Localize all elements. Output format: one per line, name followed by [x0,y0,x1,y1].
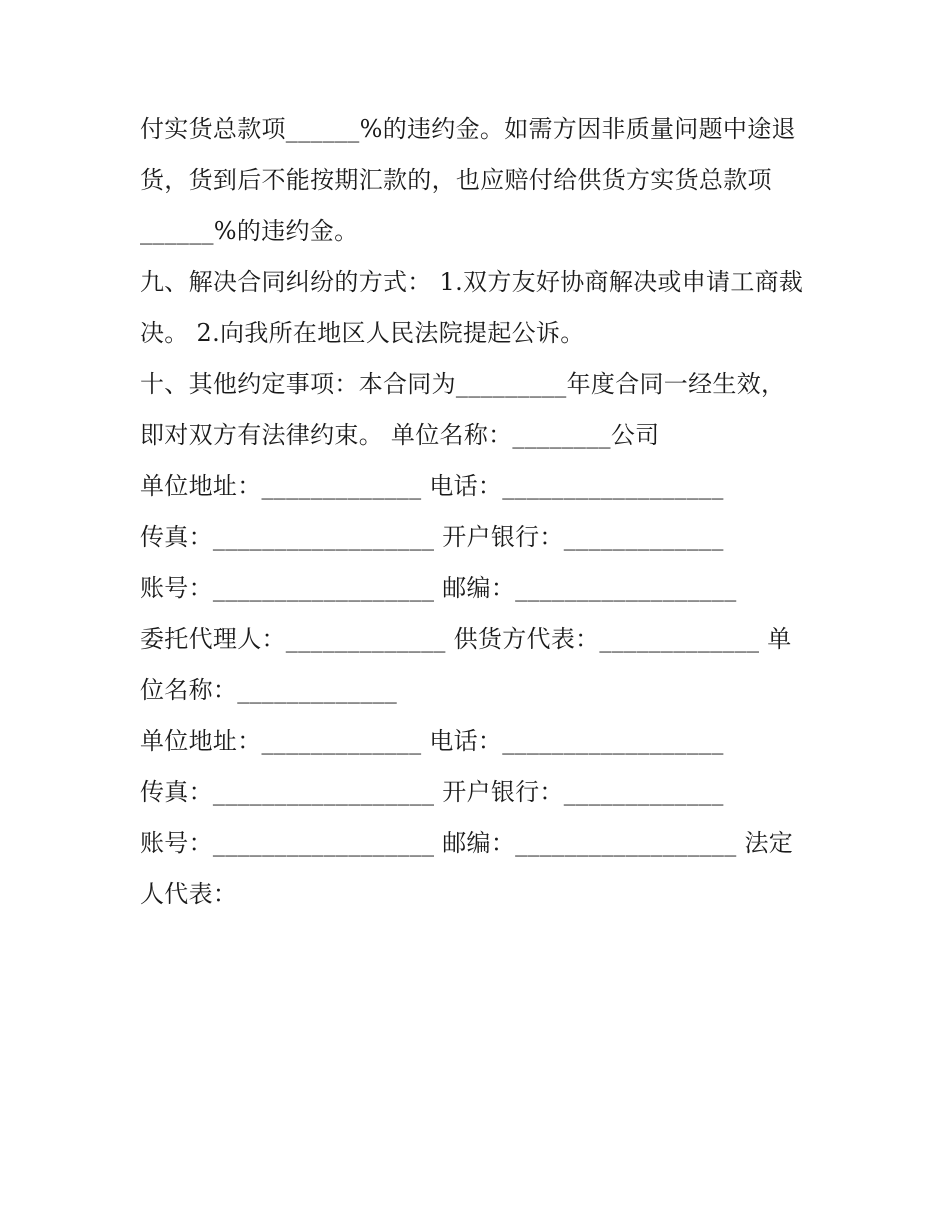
text-line-binding-unit-name: 即对双方有法律约束。 单位名称：________公司 [140,421,660,449]
text-line-penalty-total: 付实货总款项______%的违约金。如需方因非质量问题中途退 [140,115,796,143]
text-line-unit-name: 位名称：_____________ [140,676,398,704]
text-line-fax-bank: 传真：__________________ 开户银行：_____________ [140,523,724,551]
text-line-penalty-percent: ______%的违约金。 [140,217,359,245]
text-line-account-postcode-legal: 账号：__________________ 邮编：__________________ 法定 [140,829,794,857]
text-line-account-postcode: 账号：__________________ 邮编：__________________ [140,574,737,602]
text-line-unit-address-phone: 单位地址：_____________ 电话：__________________ [140,472,724,500]
text-line-unit-address-phone-2: 单位地址：_____________ 电话：__________________ [140,727,724,755]
text-line-other-terms: 十、其他约定事项：本合同为_________年度合同一经生效， [140,370,786,398]
text-line-fax-bank-2: 传真：__________________ 开户银行：_____________ [140,778,724,806]
text-line-penalty-return: 货，货到后不能按期汇款的，也应赔付给供货方实货总款项 [140,166,772,194]
text-line-agent-representative: 委托代理人：_____________ 供货方代表：_____________ 单 [140,625,792,653]
text-line-legal-representative: 人代表： [140,880,238,908]
text-line-dispute-court: 决。 2.向我所在地区人民法院提起公诉。 [140,319,585,347]
text-line-dispute-clause: 九、解决合同纠纷的方式： 1.双方友好协商解决或申请工商裁 [140,268,804,296]
contract-text-body [140,104,820,920]
